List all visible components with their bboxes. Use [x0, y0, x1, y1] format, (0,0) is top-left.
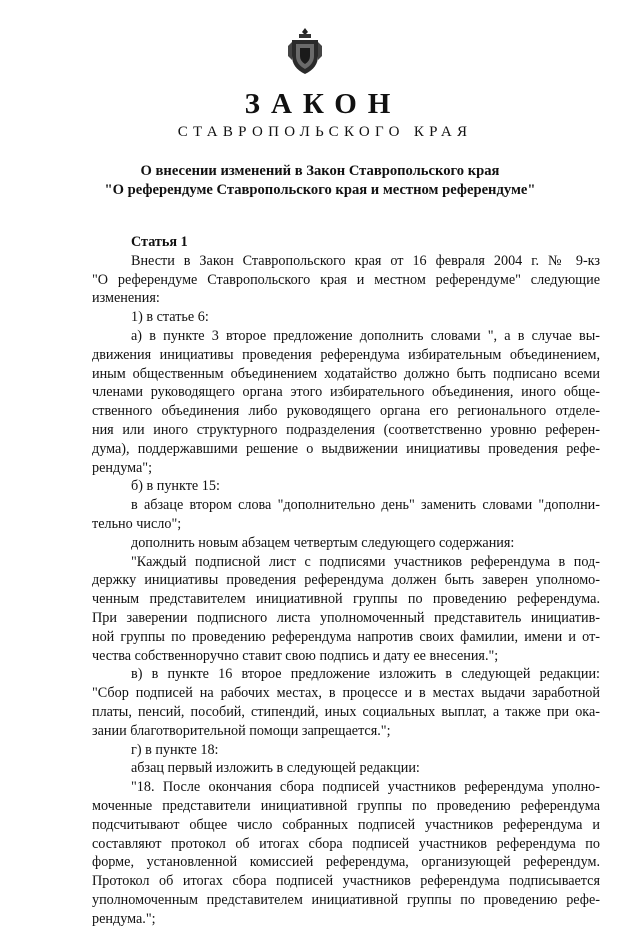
article-line: дума), поддержавшими решение о выдвижении инициативы проведения рефе-	[92, 440, 600, 457]
article-line: подсчитывают общее число собранных подписей участников референдума и	[92, 816, 600, 833]
article-line: моченные представители инициативной группы по проведению референдума	[92, 797, 600, 814]
article-line: дополнить новым абзацем четвертым следующего содержания:	[131, 534, 515, 551]
law-title: ЗАКОН	[244, 88, 402, 120]
article-body	[92, 233, 600, 928]
article-line: Внести в Закон Ставропольского края от 16 февраля 2004 г. № 9-кз	[131, 252, 600, 269]
article-line: а) в пункте 3 второе предложение дополнить словами ", а в случае вы-	[131, 327, 600, 344]
article-line: ченным представителем инициативной группы по проведению референдума.	[92, 591, 600, 608]
article-line: рендума";	[92, 459, 153, 476]
article-line: уполномоченным представителем инициативной группы по проведению рефе-	[92, 891, 600, 908]
article-heading: Статья 1	[131, 234, 188, 250]
article-line: движения инициативы проведения референдума избирательным объединением,	[92, 346, 600, 363]
article-line: составляют протокол об итогах сбора подписей участников референдума по	[92, 835, 600, 852]
article-line: членами руководящего органа этого избирательного объединения, иного обще-	[92, 384, 600, 401]
article-line: рендума.";	[92, 910, 156, 927]
article-line: платы, пенсий, пособий, стипендий, иных социальных выплат, а также при ока-	[92, 703, 600, 720]
region-name: СТАВРОПОЛЬСКОГО КРАЯ	[177, 124, 473, 140]
article-line: чества собственноручно ставит свою подпись и дату ее внесения.";	[92, 647, 499, 664]
article-line: тельно число";	[92, 515, 182, 532]
article-line: "О референдуме Ставропольского края и местном референдуме" следующие	[92, 271, 600, 288]
article-lines	[92, 252, 600, 928]
article-line: в абзаце втором слова "дополнительно день" заменить словами "дополни-	[131, 497, 600, 514]
article-line: ной группы по проведению референдума напротив своих фамилии, имени и от-	[92, 628, 600, 645]
article-line: ственного объединения либо руководящего органа его регионального отделе-	[92, 403, 600, 420]
article-line: абзац первый изложить в следующей редакции:	[131, 760, 420, 777]
article-line: изменения:	[92, 290, 160, 307]
article-line: в) в пункте 16 второе предложение изложить в следующей редакции:	[131, 666, 600, 683]
article-line: форме, установленной комиссией референдума, организующей референдум.	[92, 854, 600, 871]
coat-of-arms-icon	[288, 26, 322, 76]
law-subtitle-line-2: "О референдуме Ставропольского края и местном референдуме"	[104, 182, 536, 198]
article-line: 1) в статье 6:	[131, 309, 209, 326]
article-line: держку инициативы проведения референдума должен быть заверен уполномо-	[92, 572, 600, 589]
article-line: "18. После окончания сбора подписей участников референдума уполно-	[131, 779, 600, 796]
article-line: "Каждый подписной лист с подписями участников референдума в под-	[131, 553, 600, 570]
article-line: "Сбор подписей на рабочих местах, в процессе и в местах выдачи заработной	[92, 685, 600, 702]
article-line: При заверении подписного листа уполномоченный представитель инициатив-	[92, 609, 600, 626]
article-line: Протокол об итогах сбора подписей участников референдума подписывается	[92, 873, 600, 890]
law-subtitle-line-1: О внесении изменений в Закон Ставропольского края	[140, 163, 500, 179]
article-line: зании благотворительной помощи запрещается.";	[92, 722, 391, 739]
article-line: ния или иного структурного подразделения (соответственно уровню референ-	[92, 421, 600, 438]
article-line: иным общественным объединением ходатайство должно быть подписано всеми	[92, 365, 600, 382]
article-line: г) в пункте 18:	[131, 741, 219, 758]
article-line: б) в пункте 15:	[131, 478, 220, 495]
